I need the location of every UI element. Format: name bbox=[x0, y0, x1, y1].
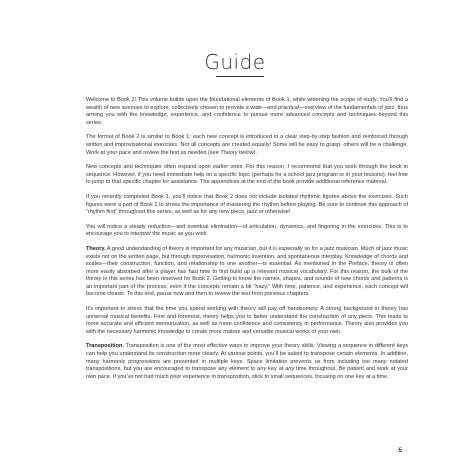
paragraph-articulation bbox=[86, 224, 408, 239]
section-heading-theory: Theory. bbox=[86, 245, 106, 252]
paragraph-text: so for a jazz musician. Much of jazz music exists not on the written page, but through improvisation, harmonic invention, and spontaneous interplay. Knowledge of chords and scales—their construction, function, and relationship to one another—is essential. As mentioned in the Preface, theory is often more easily absorbed after a player has had time to first build up a relevant musical vocabulary. For this reason, the bulk of the theory in this series has been reserved for Book 2. Getting to know the names, shapes, and sounds of new chords and patterns is an important part of the process, even if the concepts remain a bit “hazy.” With time, patience, and experience, each concept will become clearer. To this end, pause now and then to review the text from previous chapters. bbox=[86, 245, 408, 298]
emphasis-text: interpret bbox=[130, 231, 151, 238]
paragraph-theory-benefits: It’s important to stress that the time you spend working with theory will pay off handsomely. A strong background in theory has universal musical benefits. First and foremost, theory helps you to better understand the construction of any piece. This leads to more accurate and efficient memorization, as well as more confidence and consistency in performance. Theory also provides you with the necessary harmonic knowledge to create more mature and versatile musical works of your own. bbox=[86, 306, 408, 335]
page-title: Guide bbox=[204, 50, 266, 74]
paragraph-text: A good understanding of theory is important for any musician, but it is bbox=[105, 245, 279, 252]
paragraph-text: element to bbox=[227, 366, 258, 373]
title-underline bbox=[216, 76, 264, 77]
emphasis-text: practical bbox=[278, 104, 299, 111]
page-number: 5 bbox=[398, 448, 402, 454]
paragraph-rhythm bbox=[86, 194, 408, 217]
paragraph-text: below). bbox=[237, 149, 258, 156]
emphasis-text: any bbox=[257, 366, 267, 373]
emphasis-text: any bbox=[208, 209, 218, 216]
emphasis-text: any bbox=[285, 366, 295, 373]
paragraph-text: new piece, jazz or otherwise! bbox=[217, 209, 291, 216]
paragraph-text: Transposition is one of the most effective ways to improve your theory skills. Viewing a sequence in different keys can help you understand its construction more clearly. At various points, you’ll be asked to transpose certain elements. In addition, many harmonic progressions are presented in multiple keys. Space limitation prevents us from including too many notated transpositions, but you are encouraged to transpose bbox=[86, 343, 408, 373]
paragraph-text: the music as you wish. bbox=[150, 231, 209, 238]
emphasis-text: especially bbox=[278, 245, 303, 252]
paragraph-text: key at bbox=[266, 366, 286, 373]
paragraph-transposition bbox=[86, 343, 408, 381]
paragraph-format bbox=[86, 134, 408, 157]
emphasis-text: any bbox=[218, 366, 228, 373]
paragraph-text: time throughout. Be patient and work at your own pace. If you’ve not had much prior experience in transposition, stick to small sequences, focusing on one key at a time. bbox=[86, 366, 408, 380]
paragraph-text: —overview of the fundamentals of jazz, thus arming you with the knowledge, experience, and confidence to pursue more advanced concepts and techniques beyond this series. bbox=[86, 104, 408, 126]
paragraph-theory bbox=[86, 246, 408, 299]
paragraph-text: The format of Book 2 is similar to Book 1: each new concept is introduced in a clear step-by-step fashion and reinforced through written and improvisational exercises. Not all concepts are created equally! Some will be easy to grasp, others will be a challenge. Work at your pace and review the text as needed (see bbox=[86, 134, 408, 156]
paragraph-welcome bbox=[86, 97, 408, 127]
paragraph-text: If you recently completed Book 1, you’ll notice that Book 2 does not include isolated rhythmic figures above the exercises. Such figures were a part of Book 1 to stress the importance of mastering the rhythm before playing. Be sure to continue this approach of “rhythm first” throughout this series, as well as for bbox=[86, 193, 408, 216]
paragraph-sequence: New concepts and techniques often expand upon earlier ones. For this reason, I recommend that you work through the book in sequence. However, if you need immediate help on a specific topic (perhaps for a school jazz program or in your lessons), feel free to jump to that specific chapter for assistance. The appendices at the end of the book provide additional reference material. bbox=[86, 164, 408, 186]
paragraph-text: You will notice a steady reduction—and eventual elimination—of articulation, dynamics, and fingering in the exercises. This is to encourage you to bbox=[86, 223, 408, 238]
emphasis-text: Theory bbox=[220, 149, 238, 156]
section-heading-transposition: Transposition. bbox=[86, 343, 124, 350]
paragraph-text: Welcome to Book 2! This volume builds upon the foundational elements of Book 1, while widening the scope of study. You’ll find a wealth of new avenues to explore, collectively chosen to provide a wide—and bbox=[86, 97, 408, 111]
page-body bbox=[86, 97, 408, 388]
